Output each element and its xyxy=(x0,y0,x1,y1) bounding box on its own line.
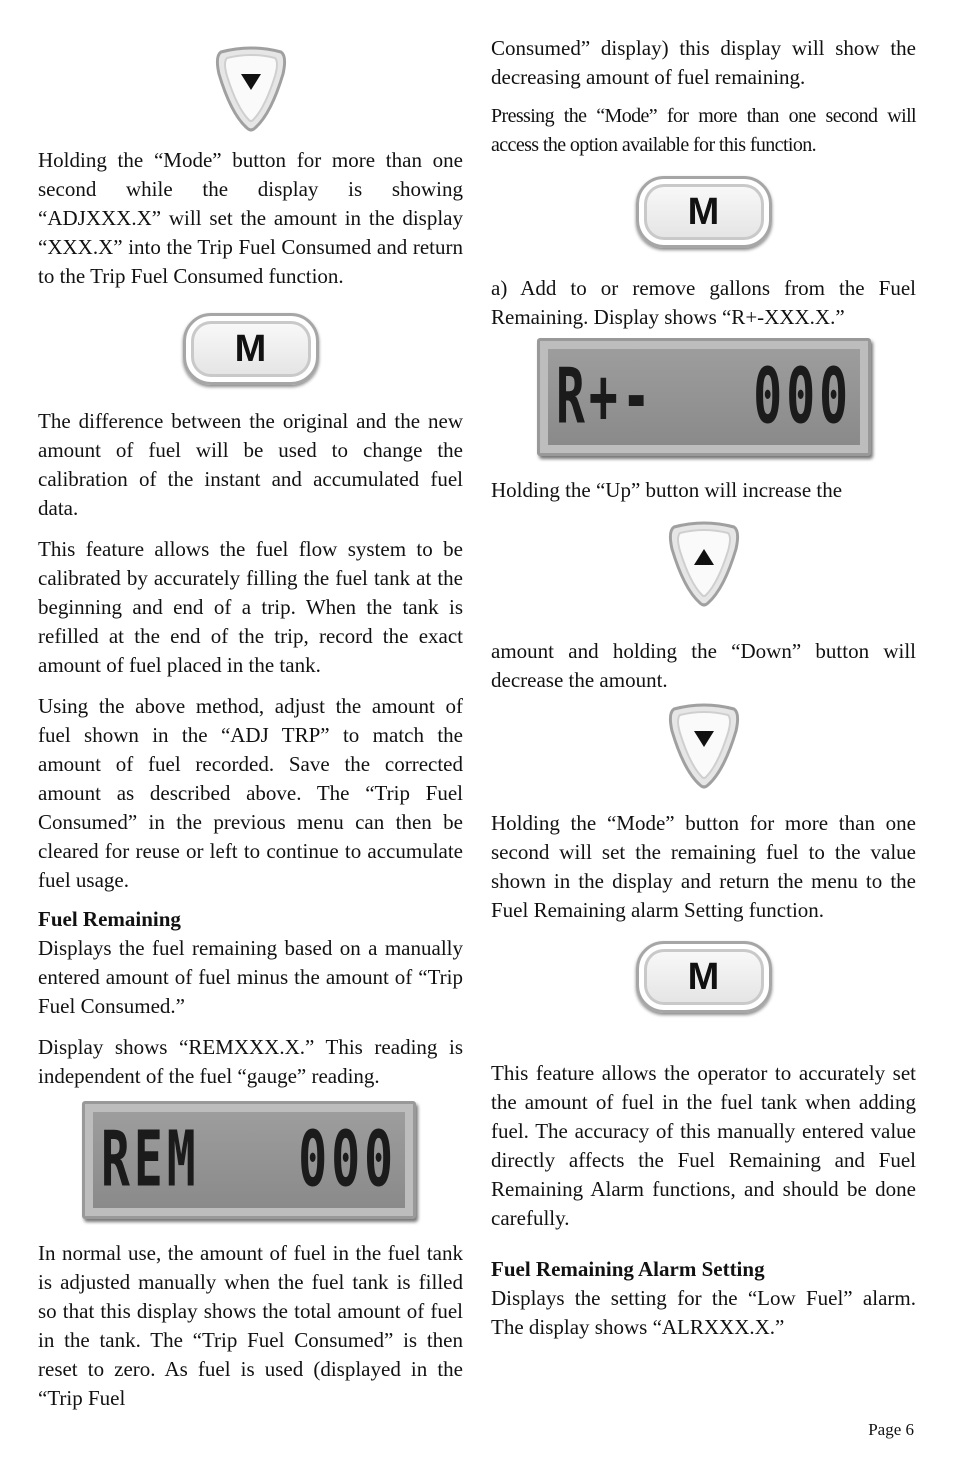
down-arrow-button-icon xyxy=(666,701,742,791)
lcd-label: REM xyxy=(101,1115,200,1205)
mode-button-figure xyxy=(491,176,916,248)
mode-button-icon: M xyxy=(183,313,319,385)
paragraph: This feature allows the fuel flow system to be calibrated by accurately filling the fuel tank at the beginning and end of a trip. When the tank is refilled at the end of the trip, record the exact amount of fuel placed in the tank. xyxy=(38,537,463,677)
down-arrow-button-icon xyxy=(213,44,289,134)
paragraph: amount and holding the “Down” button will decrease the amount. xyxy=(491,639,916,692)
up-arrow-button-icon xyxy=(666,519,742,609)
section-heading: Fuel Remaining xyxy=(38,907,181,931)
mode-button-icon: M xyxy=(636,176,772,248)
paragraph: a) Add to or remove gallons from the Fuel Remaining. Display shows “R+-XXX.X.” xyxy=(491,276,916,329)
right-column xyxy=(491,0,916,1342)
mode-button-figure xyxy=(38,313,463,385)
up-button-figure xyxy=(491,519,916,609)
paragraph: Consumed” display) this display will show the decreasing amount of fuel remaining. xyxy=(491,36,916,89)
lcd-display xyxy=(537,338,871,456)
lcd-value: 000 xyxy=(753,352,852,442)
left-column xyxy=(38,0,463,1413)
paragraph: Holding the “Mode” button for more than one second will set the remaining fuel to the value shown in the display and return the menu to the Fuel Remaining alarm Setting function. xyxy=(491,811,916,922)
down-button-figure xyxy=(491,701,916,791)
paragraph: The difference between the original and the new amount of fuel will be used to change the calibration of the instant and accumulated fuel data. xyxy=(38,409,463,520)
paragraph: Displays the setting for the “Low Fuel” alarm. The display shows “ALRXXX.X.” xyxy=(491,1286,916,1339)
lcd-display xyxy=(82,1101,416,1219)
paragraph: Pressing the “Mode” for more than one second will access the option available for this function. xyxy=(491,105,916,156)
mode-button-figure xyxy=(491,941,916,1013)
page-number: Page 6 xyxy=(868,1420,914,1439)
paragraph: This feature allows the operator to accurately set the amount of fuel in the fuel tank when adding fuel. The accuracy of this manually entered value directly affects the Fuel Remaining and Fuel Remaining Alarm functions, and should be done carefully. xyxy=(491,1061,916,1230)
paragraph: Holding the “Mode” button for more than one second while the display is showing “ADJXXX.X” will set the amount in the display “XXX.X” into the Trip Fuel Consumed and return to the Trip Fuel Consumed function. xyxy=(38,148,463,288)
lcd-label: R+- xyxy=(556,352,655,442)
mode-button-icon: M xyxy=(636,941,772,1013)
paragraph: Display shows “REMXXX.X.” This reading is independent of the fuel “gauge” reading. xyxy=(38,1035,463,1088)
lcd-value: 000 xyxy=(298,1115,397,1205)
paragraph: Using the above method, adjust the amount of fuel shown in the “ADJ TRP” to match the amount of fuel recorded. Save the corrected amount as described above. The “Trip Fuel Consumed” in the previous menu can then be cleared for reuse or left to continue to accumulate fuel usage. xyxy=(38,694,463,892)
paragraph: In normal use, the amount of fuel in the fuel tank is adjusted manually when the fuel tank is filled so that this display shows the total amount of fuel in the tank. The “Trip Fuel Consumed” is then reset to zero. As fuel is used (displayed in the “Trip Fuel xyxy=(38,1241,463,1410)
down-button-figure xyxy=(38,44,463,134)
paragraph: Holding the “Up” button will increase the xyxy=(491,478,843,502)
paragraph: Displays the fuel remaining based on a manually entered amount of fuel minus the amount of “Trip Fuel Consumed.” xyxy=(38,936,463,1018)
section-heading: Fuel Remaining Alarm Setting xyxy=(491,1257,765,1281)
